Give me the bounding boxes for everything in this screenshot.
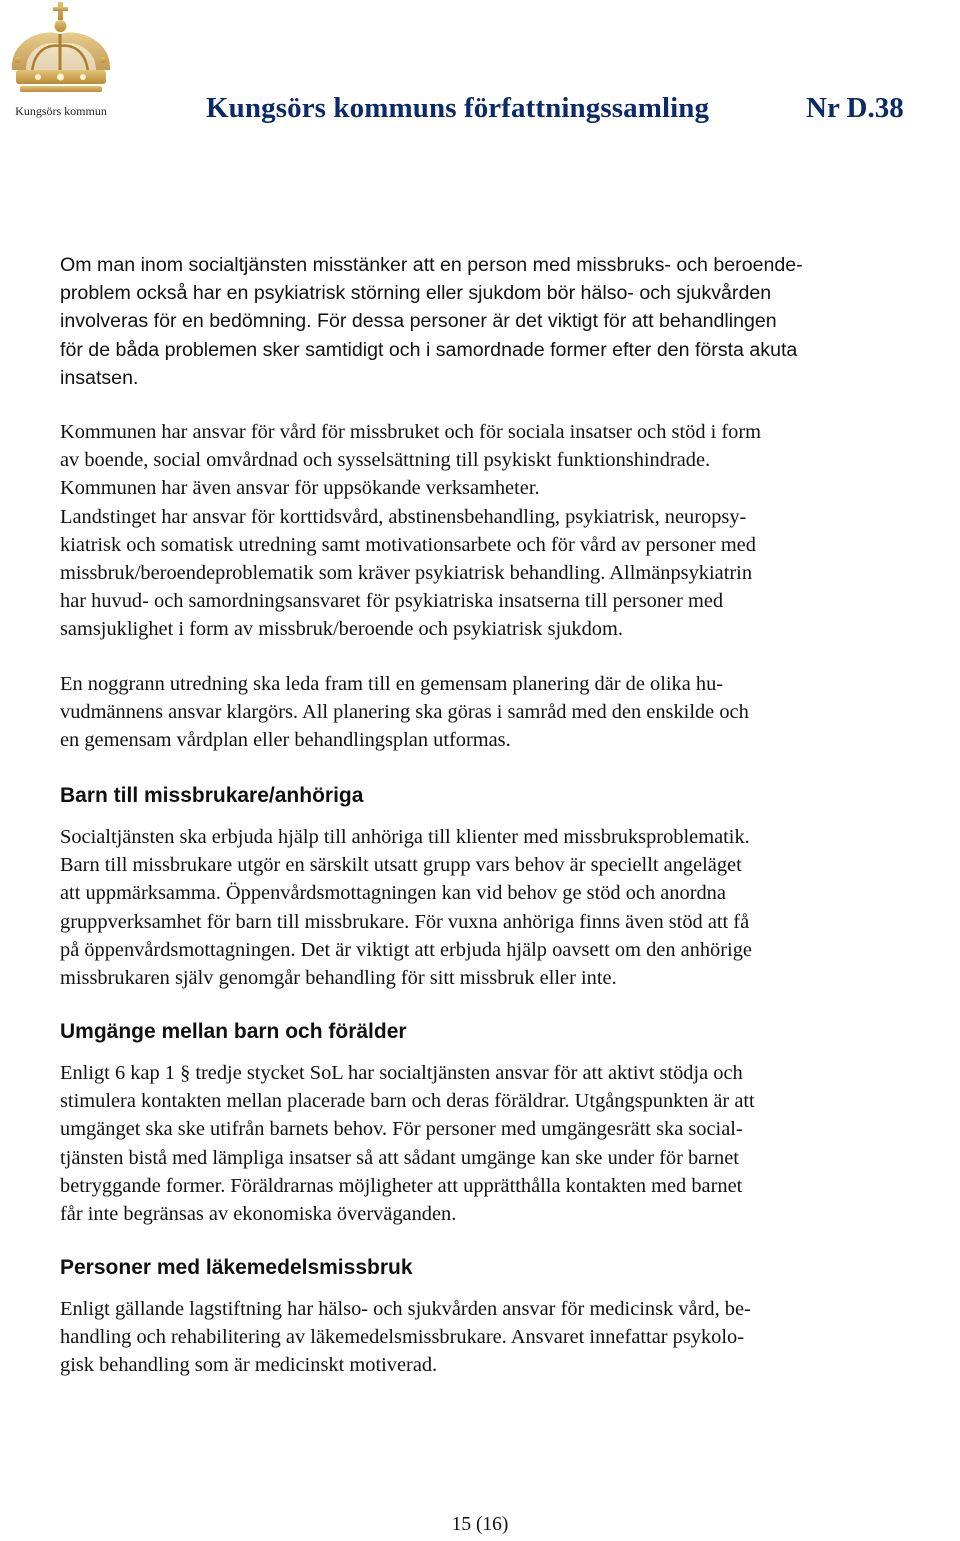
text-line: kiatrisk och somatisk utredning samt motivationsarbete och för vård av personer med — [60, 533, 756, 556]
text-line: Enligt gällande lagstiftning har hälso- och sjukvården ansvar för medicinsk vård, be- — [60, 1298, 751, 1320]
document-number: Nr D.38 — [806, 92, 904, 124]
text-line: att uppmärksamma. Öppenvårdsmottagningen kan vid behov ge stöd och anordna — [60, 882, 726, 905]
text-line: gruppverksamhet för barn till missbrukare. För vuxna anhöriga finns även stöd att få — [60, 910, 750, 933]
section-heading-children: Barn till missbrukare/anhöriga — [60, 784, 364, 807]
text-line: insatsen. — [60, 366, 139, 389]
text-line: stimulera kontakten mellan placerade barn och deras föräldrar. Utgångspunkten är att — [60, 1090, 755, 1113]
document-series-title: Kungsörs kommuns författningssamling — [206, 92, 710, 124]
text-line: tjänsten bistå med lämpliga insatser så att sådant umgänge kan ske under för barnet — [60, 1146, 739, 1169]
text-line: missbruk/beroendeproblematik som kräver psykiatrisk behandling. Allmänpsykiatrin — [60, 561, 753, 584]
paragraph-1 — [60, 251, 900, 392]
paragraph-5 — [60, 1059, 900, 1228]
paragraph-6 — [60, 1295, 900, 1380]
page-number: 15 (16) — [451, 1514, 509, 1535]
text-line: handling och rehabilitering av läkemedelsmissbrukare. Ansvaret innefattar psykolo- — [60, 1326, 745, 1349]
text-line: missbrukaren själv genomgår behandling för sitt missbruk eller inte. — [60, 966, 617, 989]
crown-icon — [2, 0, 120, 104]
text-line: problem också har en psykiatrisk störning eller sjukdom bör hälso- och sjukvården — [60, 282, 772, 305]
text-line: betryggande former. Föräldrarnas möjligheter att upprätthålla kontakten med barnet — [60, 1174, 743, 1197]
text-line: Kommunen har ansvar för vård för missbruket och för sociala insatser och stöd i form — [60, 421, 762, 443]
section-heading-medication: Personer med läkemedelsmissbruk — [60, 1256, 413, 1279]
text-line: umgänget ska ske utifrån barnets behov. För personer med umgängesrätt ska social- — [60, 1118, 743, 1141]
paragraph-2 — [60, 418, 900, 644]
text-line: gisk behandling som är medicinskt motiverad. — [60, 1354, 438, 1377]
text-line: Kommunen har även ansvar för uppsökande verksamheter. — [60, 477, 540, 500]
text-line: samsjuklighet i form av missbruk/beroende och psykiatrisk sjukdom. — [60, 618, 623, 641]
text-line: Om man inom socialtjänsten misstänker att en person med missbruks- och beroende- — [60, 254, 803, 276]
text-line: Landstinget har ansvar för korttidsvård, abstinensbehandling, psykiatrisk, neuropsy- — [60, 505, 747, 528]
paragraph-3 — [60, 670, 900, 755]
text-line: på öppenvårdsmottagningen. Det är viktigt att erbjuda hjälp oavsett om den anhörige — [60, 938, 752, 961]
text-line: Enligt 6 kap 1 § tredje stycket SoL har socialtjänsten ansvar för att aktivt stödja och — [60, 1062, 743, 1084]
logo-caption: Kungsörs kommun — [15, 104, 107, 118]
text-line: Socialtjänsten ska erbjuda hjälp till anhöriga till klienter med missbruksproblematik. — [60, 826, 750, 848]
text-line: av boende, social omvårdnad och sysselsättning till psykiskt funktionshindrade. — [60, 449, 711, 472]
text-line: En noggrann utredning ska leda fram till en gemensam planering där de olika hu- — [60, 673, 724, 695]
text-line: en gemensam vårdplan eller behandlingsplan utformas. — [60, 729, 511, 752]
section-heading-visitation: Umgänge mellan barn och förälder — [60, 1020, 407, 1043]
text-line: får inte begränsas av ekonomiska överväganden. — [60, 1202, 457, 1225]
municipality-logo — [2, 0, 120, 128]
text-line: Barn till missbrukare utgör en särskilt utsatt grupp vars behov är speciellt angeläget — [60, 854, 742, 877]
text-line: för de båda problemen sker samtidigt och i samordnade former efter den första akuta — [60, 338, 798, 361]
paragraph-4 — [60, 823, 900, 992]
text-line: vudmännens ansvar klargörs. All planering ska göras i samråd med den enskilde och — [60, 701, 749, 724]
text-line: har huvud- och samordningsansvaret för psykiatriska insatserna till personer med — [60, 590, 724, 613]
text-line: involveras för en bedömning. För dessa personer är det viktigt för att behandlingen — [60, 310, 777, 333]
